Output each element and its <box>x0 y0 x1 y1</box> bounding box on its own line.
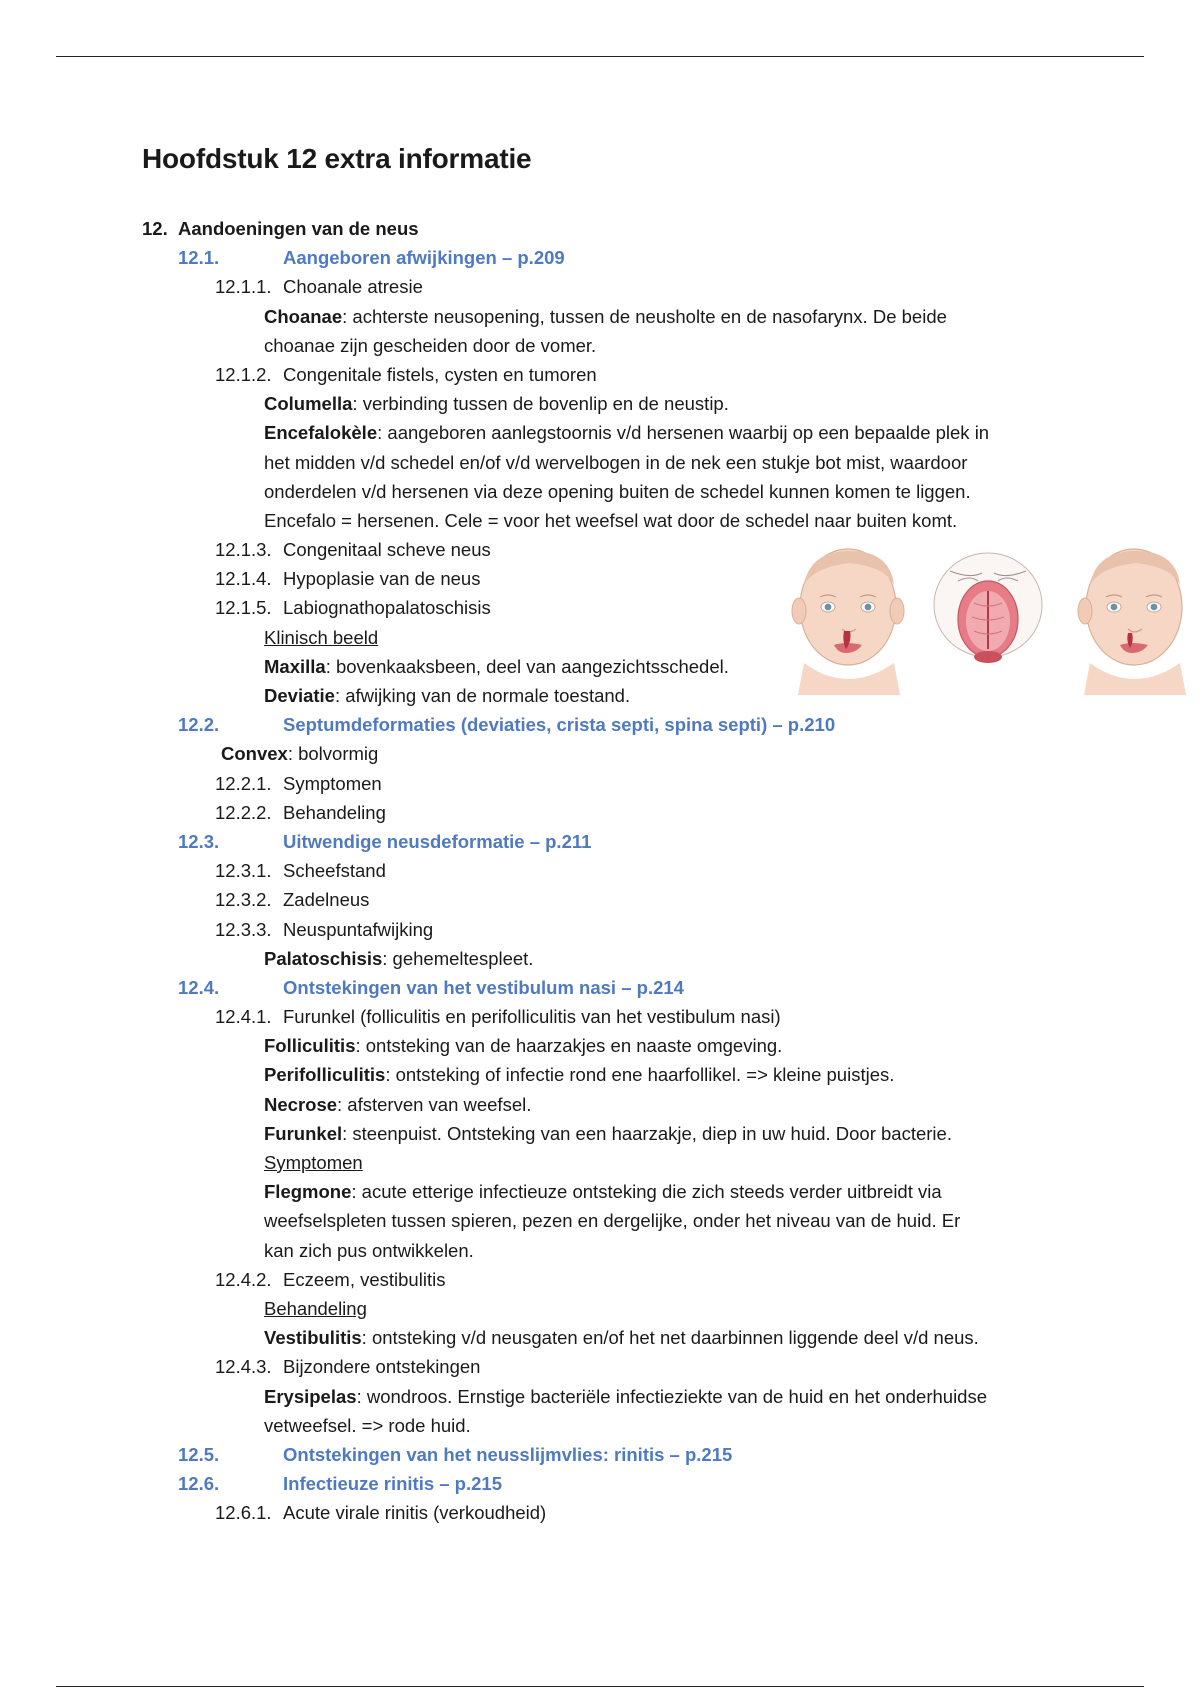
definition-text: Encefalo = hersenen. Cele = voor het weefsel wat door de schedel naar buiten komt. <box>264 509 958 531</box>
section-number: 12.2. <box>178 714 220 736</box>
subsection-title: Neuspuntafwijking <box>283 918 434 940</box>
subsection-number: 12.4.2. <box>215 1268 272 1290</box>
subsection-title: Behandeling <box>283 801 386 823</box>
definition-text: choanae zijn gescheiden door de vomer. <box>264 334 597 356</box>
definition-text: : gehemeltespleet. <box>382 947 534 969</box>
term-label: Folliculitis <box>264 1035 356 1057</box>
subsection-title: Furunkel (folliculitis en perifolliculitis van het vestibulum nasi) <box>283 1006 781 1028</box>
definition-columella <box>0 389 1200 418</box>
infant-face-cleft-lip-figure <box>790 545 920 695</box>
term-label: Columella <box>264 393 353 415</box>
subheading-symptomen <box>0 1148 1200 1177</box>
definition-continuation <box>0 448 1200 477</box>
section-number: 12.3. <box>178 830 220 852</box>
definition-continuation <box>0 331 1200 360</box>
section-title: Septumdeformaties (deviaties, crista septi, spina septi) – p.210 <box>283 714 836 736</box>
subheading-text: Behandeling <box>264 1297 367 1319</box>
definition-text: : verbinding tussen de bovenlip en de neustip. <box>352 393 729 415</box>
definition-text: : steenpuist. Ontsteking van een haarzakje, diep in uw huid. Door bacterie. <box>342 1122 952 1144</box>
subsection-number: 12.1.5. <box>215 597 272 619</box>
definition-text: : wondroos. Ernstige bacteriële infectieziekte van de huid en het onderhuidse <box>356 1385 988 1407</box>
subsection-number: 12.1.4. <box>215 568 272 590</box>
definition-text: kan zich pus ontwikkelen. <box>264 1239 474 1261</box>
subsection-12-3-3 <box>0 915 1200 944</box>
section-title: Infectieuze rinitis – p.215 <box>283 1473 502 1495</box>
definition-text: het midden v/d schedel en/of v/d wervelbogen in de nek een stukje bot mist, waardoor <box>264 451 968 473</box>
section-title: Aangeboren afwijkingen – p.209 <box>283 247 565 269</box>
subsection-number: 12.4.3. <box>215 1356 272 1378</box>
subsection-12-4-2 <box>0 1265 1200 1294</box>
definition-continuation <box>0 1236 1200 1265</box>
section-12-4 <box>0 973 1200 1002</box>
subsection-title: Choanale atresie <box>283 276 423 298</box>
definition-text: : afwijking van de normale toestand. <box>334 685 631 706</box>
section-12-1 <box>0 243 1200 272</box>
section-number: 12.6. <box>178 1473 220 1495</box>
chapter-title: Aandoeningen van de neus <box>178 218 419 239</box>
subsection-title: Acute virale rinitis (verkoudheid) <box>283 1502 547 1524</box>
definition-flegmone <box>0 1177 1200 1206</box>
subsection-12-6-1 <box>0 1498 1200 1527</box>
definition-text: vetweefsel. => rode huid. <box>264 1414 471 1436</box>
section-12-5 <box>0 1440 1200 1469</box>
definition-continuation <box>0 477 1200 506</box>
subsection-12-1-1 <box>0 272 1200 301</box>
subsection-number: 12.1.2. <box>215 363 272 385</box>
subsection-title: Bijzondere ontstekingen <box>283 1356 481 1378</box>
definition-text: onderdelen v/d hersenen via deze opening buiten de schedel kunnen komen te liggen. <box>264 480 971 502</box>
subheading-text: Symptomen <box>264 1152 363 1173</box>
definition-palatoschisis <box>0 944 1200 973</box>
section-title: Ontstekingen van het vestibulum nasi – p.214 <box>283 976 684 998</box>
subsection-title: Congenitaal scheve neus <box>283 539 491 561</box>
footer-rule <box>56 1686 1144 1687</box>
definition-furunkel <box>0 1119 1200 1148</box>
infant-palate-view-figure <box>930 545 1050 695</box>
section-title: Ontstekingen van het neusslijmvlies: rinitis – p.215 <box>283 1443 733 1465</box>
subheading-text: Klinisch beeld <box>264 626 379 648</box>
definition-text: : acute etterige infectieuze ontsteking die zich steeds verder uitbreidt via <box>351 1181 942 1203</box>
subsection-12-3-2 <box>0 885 1200 914</box>
term-label: Palatoschisis <box>264 947 383 969</box>
subsection-title: Labiognathopalatoschisis <box>283 597 491 619</box>
header-rule <box>56 56 1144 57</box>
term-label: Maxilla <box>264 655 326 677</box>
definition-text: : bolvormig <box>287 743 379 765</box>
subsection-12-3-1 <box>0 856 1200 885</box>
definition-encefalokele <box>0 418 1200 447</box>
subsection-number: 12.3.2. <box>215 889 272 911</box>
definition-continuation <box>0 1411 1200 1440</box>
chapter-heading <box>0 214 1200 243</box>
section-12-2 <box>0 710 1200 739</box>
subsection-12-2-2 <box>0 798 1200 827</box>
definition-continuation <box>0 1206 1200 1235</box>
definition-vestibulitis <box>0 1323 1200 1352</box>
term-label: Deviatie <box>264 685 335 706</box>
subsection-number: 12.3.1. <box>215 860 272 882</box>
definition-perifolliculitis <box>0 1060 1200 1089</box>
subsection-12-4-1 <box>0 1002 1200 1031</box>
definition-convex <box>0 739 1200 768</box>
definition-erysipelas <box>0 1382 1200 1411</box>
subsection-title: Congenitale fistels, cysten en tumoren <box>283 363 597 385</box>
term-label: Necrose <box>264 1093 338 1115</box>
term-label: Flegmone <box>264 1181 352 1203</box>
definition-text: : achterste neusopening, tussen de neusholte en de nasofarynx. De beide <box>342 305 947 327</box>
section-number: 12.1. <box>178 247 220 269</box>
definition-text: : ontsteking van de haarzakjes en naaste omgeving. <box>355 1035 783 1057</box>
subsection-number: 12.3.3. <box>215 918 272 940</box>
subsection-title: Scheefstand <box>283 860 386 882</box>
term-label: Encefalokèle <box>264 422 378 444</box>
subheading-behandeling <box>0 1294 1200 1323</box>
section-12-3 <box>0 827 1200 856</box>
subsection-number: 12.1.1. <box>215 276 272 298</box>
term-label: Furunkel <box>264 1122 343 1144</box>
definition-text: : aangeboren aanlegstoornis v/d hersenen waarbij op een bepaalde plek in <box>377 422 990 444</box>
subsection-12-2-1 <box>0 769 1200 798</box>
subsection-title: Eczeem, vestibulitis <box>283 1268 446 1290</box>
term-label: Convex <box>221 743 288 765</box>
definition-continuation <box>0 506 1200 535</box>
subsection-title: Zadelneus <box>283 889 370 911</box>
subsection-title: Symptomen <box>283 772 382 794</box>
section-title: Uitwendige neusdeformatie – p.211 <box>283 830 592 852</box>
document-outline <box>0 214 1200 1527</box>
definition-choanae <box>0 302 1200 331</box>
section-12-6 <box>0 1469 1200 1498</box>
page-title: Hoofdstuk 12 extra informatie <box>142 143 532 174</box>
definition-text: weefselspleten tussen spieren, pezen en dergelijke, onder het niveau van de huid. Er <box>264 1210 961 1232</box>
term-label: Vestibulitis <box>264 1327 362 1349</box>
section-number: 12.4. <box>178 976 220 998</box>
chapter-number: 12. <box>142 218 168 239</box>
subsection-12-1-2 <box>0 360 1200 389</box>
subsection-number: 12.2.2. <box>215 801 272 823</box>
subsection-number: 12.1.3. <box>215 539 272 561</box>
definition-text: : ontsteking of infectie rond ene haarfollikel. => kleine puistjes. <box>385 1064 895 1086</box>
subsection-number: 12.6.1. <box>215 1502 272 1524</box>
subsection-number: 12.2.1. <box>215 772 272 794</box>
infant-face-repaired-lip-figure <box>1070 545 1190 695</box>
section-number: 12.5. <box>178 1443 220 1465</box>
subsection-number: 12.4.1. <box>215 1006 272 1028</box>
definition-text: : afsterven van weefsel. <box>337 1093 532 1115</box>
term-label: Choanae <box>264 305 343 327</box>
subsection-12-4-3 <box>0 1352 1200 1381</box>
definition-text: : ontsteking v/d neusgaten en/of het net daarbinnen liggende deel v/d neus. <box>361 1327 979 1349</box>
definition-text: : bovenkaaksbeen, deel van aangezichtsschedel. <box>325 655 729 677</box>
term-label: Perifolliculitis <box>264 1064 386 1086</box>
definition-folliculitis <box>0 1031 1200 1060</box>
term-label: Erysipelas <box>264 1385 357 1407</box>
subsection-title: Hypoplasie van de neus <box>283 568 481 590</box>
definition-necrose <box>0 1090 1200 1119</box>
cleft-lip-illustration <box>790 545 1190 695</box>
